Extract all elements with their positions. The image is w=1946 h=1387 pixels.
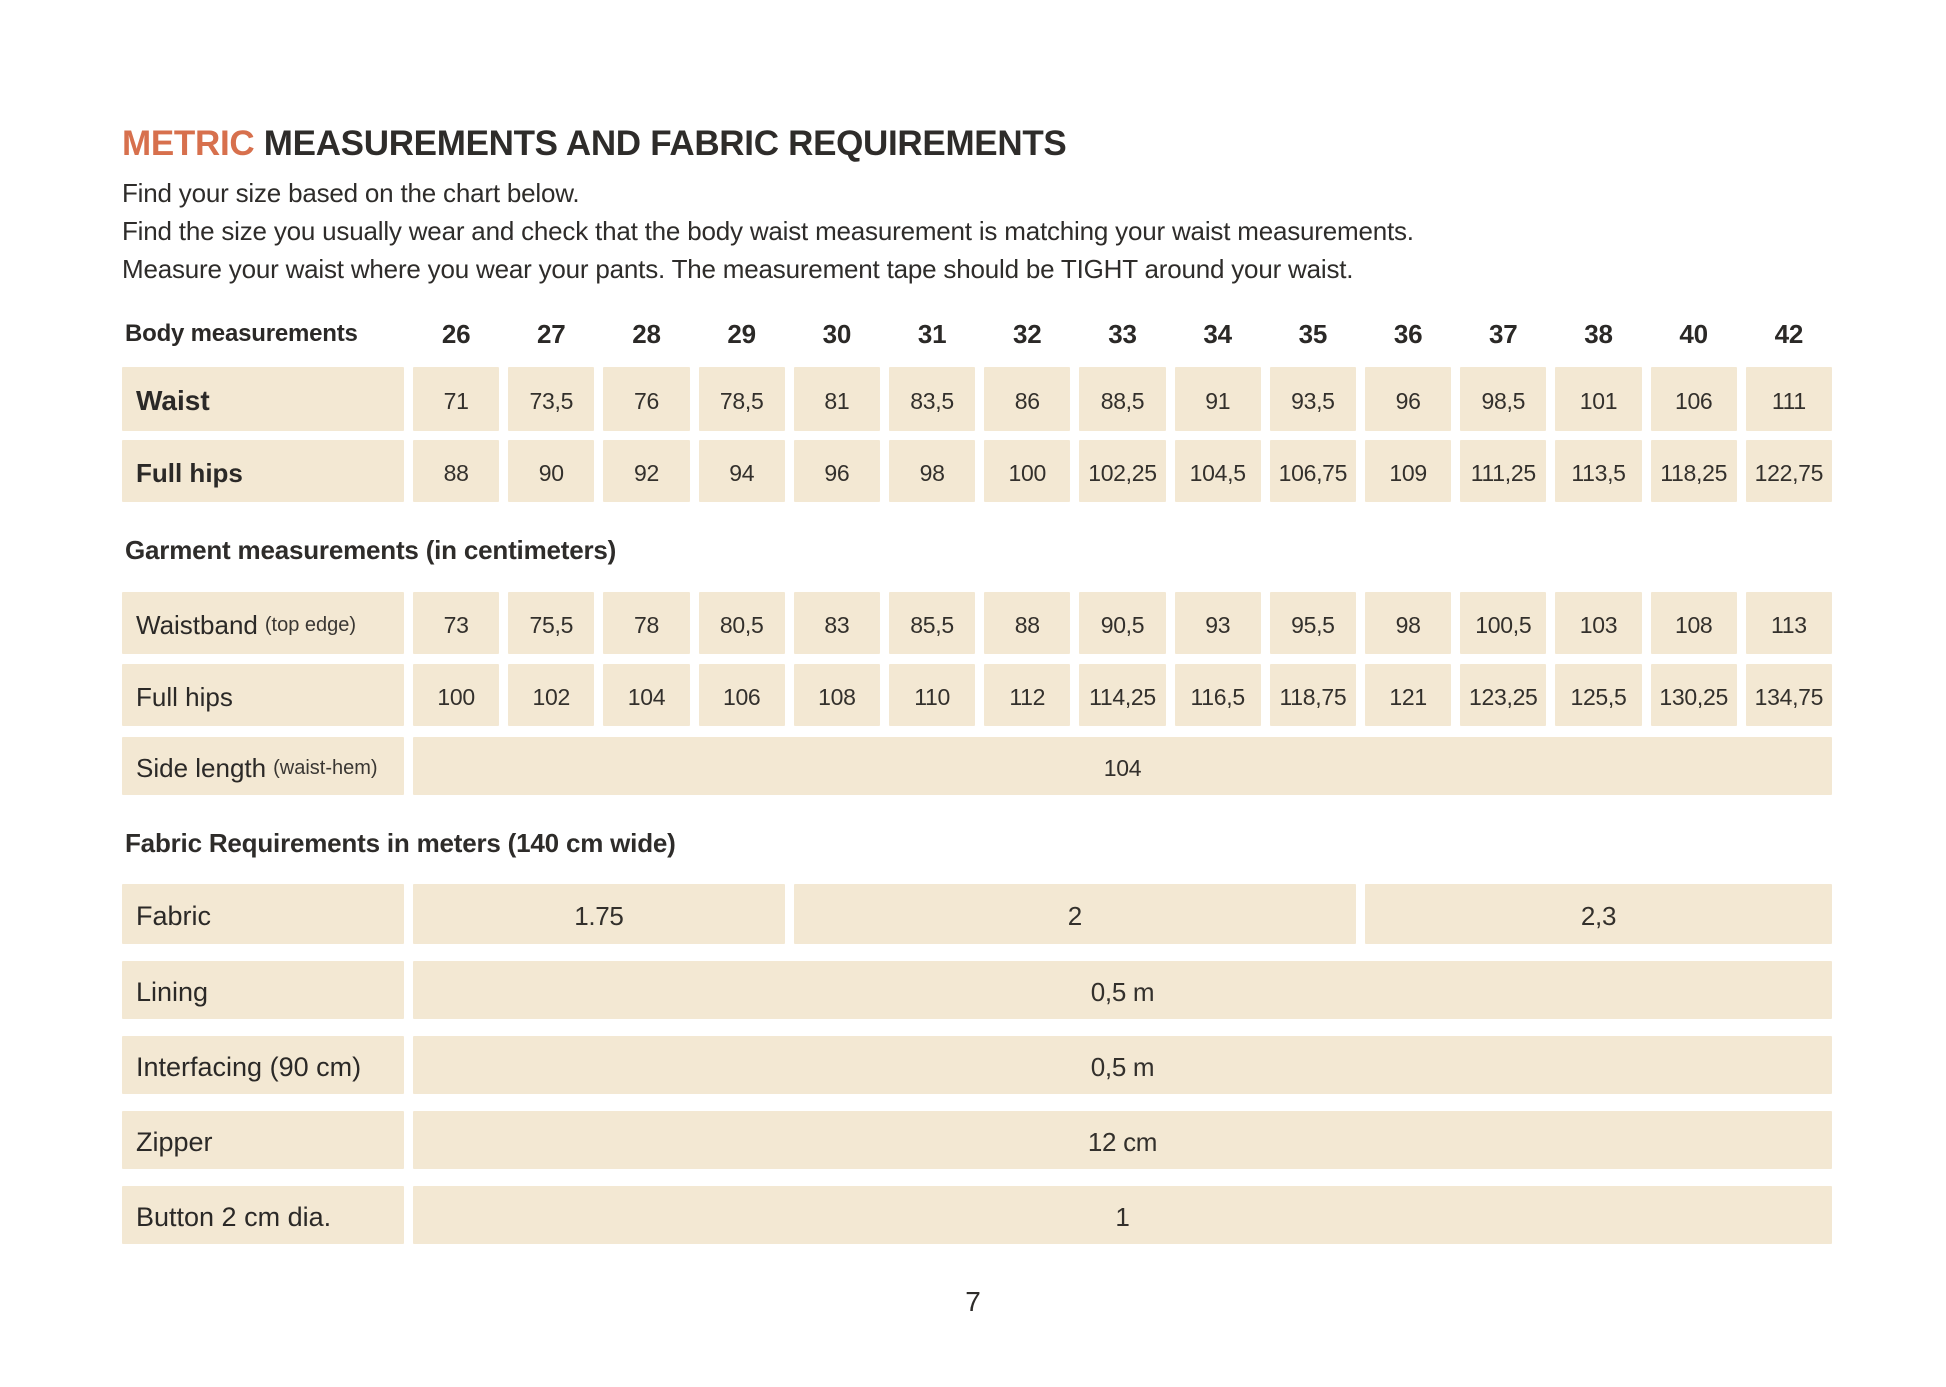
page-title — [122, 124, 1832, 164]
waistband-value: 75,5 — [508, 592, 594, 654]
size-column-header: 29 — [727, 318, 756, 349]
side-length-label-text: Side length — [136, 752, 267, 783]
full-hips-value: 92 — [603, 440, 689, 502]
waist-value: 73,5 — [508, 367, 594, 431]
full-hips-value: 109 — [1365, 440, 1451, 502]
page-number: 7 — [965, 1286, 981, 1317]
waistband-label-note: (top edge) — [264, 613, 357, 636]
size-column-header: 26 — [441, 318, 471, 349]
full-hips-value: 90 — [508, 440, 594, 502]
full-hips-value: 94 — [699, 440, 785, 502]
garment-hips-value: 114,25 — [1079, 664, 1165, 726]
garment-hips-value: 100 — [413, 664, 499, 726]
garment-hips-value: 106 — [699, 664, 785, 726]
body-full-hips-row — [122, 440, 1832, 502]
waistband-value: 100,5 — [1460, 592, 1546, 654]
waistband-value: 108 — [1651, 592, 1737, 654]
waistband-value: 83 — [794, 592, 880, 654]
waist-value: 81 — [794, 367, 880, 431]
body-waist-row — [122, 367, 1832, 431]
waistband-value: 90,5 — [1079, 592, 1165, 654]
intro-text — [122, 174, 1832, 288]
fabric-row — [122, 884, 1832, 944]
waistband-label-text: Waistband — [136, 609, 258, 640]
waist-value: 86 — [984, 367, 1070, 431]
waist-value: 71 — [413, 367, 499, 431]
full-hips-value: 96 — [794, 440, 880, 502]
size-header-row — [122, 315, 1832, 353]
waistband-row — [122, 592, 1832, 654]
waist-value: 83,5 — [889, 367, 975, 431]
waist-value: 78,5 — [699, 367, 785, 431]
intro-line-2: Find the size you usually wear and check that the body waist measurement is matching your waist measurements. — [122, 216, 1414, 246]
full-hips-value: 122,75 — [1746, 440, 1832, 502]
waistband-value: 95,5 — [1270, 592, 1356, 654]
waistband-value: 98 — [1365, 592, 1451, 654]
fabric-row-label: Fabric — [122, 884, 404, 944]
waist-value: 93,5 — [1270, 367, 1356, 431]
garment-full-hips-label: Full hips — [122, 664, 404, 726]
garment-hips-value: 110 — [889, 664, 975, 726]
waist-value: 96 — [1365, 367, 1451, 431]
page-content — [122, 0, 1832, 1244]
zipper-row — [122, 1111, 1832, 1169]
garment-hips-value: 104 — [603, 664, 689, 726]
waist-value: 98,5 — [1460, 367, 1546, 431]
page-title-accent: METRIC — [122, 124, 255, 163]
fabric-amount-sizes-26-29: 1.75 — [413, 884, 785, 944]
garment-hips-value: 121 — [1365, 664, 1451, 726]
button-value: 1 — [413, 1186, 1832, 1244]
interfacing-value: 0,5 m — [413, 1036, 1832, 1094]
size-column-header: 37 — [1489, 318, 1518, 349]
waist-value: 101 — [1555, 367, 1641, 431]
garment-hips-value: 116,5 — [1175, 664, 1261, 726]
waist-value: 111 — [1746, 367, 1832, 431]
size-column-header: 32 — [1013, 318, 1042, 349]
intro-line-1: Find your size based on the chart below. — [122, 178, 580, 208]
garment-hips-value: 118,75 — [1270, 664, 1356, 726]
waist-value: 76 — [603, 367, 689, 431]
garment-hips-value: 130,25 — [1651, 664, 1737, 726]
size-column-header: 28 — [632, 318, 661, 349]
waistband-value: 103 — [1555, 592, 1641, 654]
garment-measurements-heading: Garment measurements (in centimeters) — [125, 535, 617, 565]
fabric-amount-sizes-36-42: 2,3 — [1365, 884, 1832, 944]
button-label: Button 2 cm dia. — [122, 1186, 404, 1244]
waistband-value: 85,5 — [889, 592, 975, 654]
lining-value: 0,5 m — [413, 961, 1832, 1019]
button-row — [122, 1186, 1832, 1244]
full-hips-value: 118,25 — [1651, 440, 1737, 502]
fabric-amount-sizes-30-35: 2 — [794, 884, 1356, 944]
waistband-value: 80,5 — [699, 592, 785, 654]
waist-value: 91 — [1175, 367, 1261, 431]
garment-full-hips-row — [122, 664, 1832, 726]
side-length-value: 104 — [413, 737, 1832, 795]
full-hips-value: 113,5 — [1555, 440, 1641, 502]
waistband-row-label — [122, 592, 404, 654]
full-hips-value: 88 — [413, 440, 499, 502]
page-title-rest: MEASUREMENTS AND FABRIC REQUIREMENTS — [263, 124, 1067, 163]
zipper-label: Zipper — [122, 1111, 404, 1169]
interfacing-label: Interfacing (90 cm) — [122, 1036, 404, 1094]
full-hips-value: 102,25 — [1079, 440, 1165, 502]
full-hips-value: 111,25 — [1460, 440, 1546, 502]
waist-value: 106 — [1651, 367, 1737, 431]
size-column-header: 31 — [917, 318, 947, 349]
size-column-header: 35 — [1298, 318, 1328, 349]
lining-row — [122, 961, 1832, 1019]
garment-hips-value: 123,25 — [1460, 664, 1546, 726]
full-hips-value: 104,5 — [1175, 440, 1261, 502]
size-column-header: 40 — [1679, 318, 1708, 349]
intro-line-3: Measure your waist where you wear your pants. The measurement tape should be TIGHT around your waist. — [122, 254, 1354, 284]
size-column-header: 27 — [537, 318, 566, 349]
zipper-value: 12 cm — [413, 1111, 1832, 1169]
size-column-header: 36 — [1393, 318, 1423, 349]
full-hips-row-label: Full hips — [122, 440, 404, 502]
waistband-value: 73 — [413, 592, 499, 654]
lining-label: Lining — [122, 961, 404, 1019]
side-length-label-note: (waist-hem) — [273, 756, 378, 779]
waistband-value: 78 — [603, 592, 689, 654]
waistband-value: 113 — [1746, 592, 1832, 654]
waistband-value: 93 — [1175, 592, 1261, 654]
interfacing-row — [122, 1036, 1832, 1094]
size-column-header: 34 — [1203, 318, 1232, 349]
body-measurements-header: Body measurements — [125, 320, 358, 347]
full-hips-value: 100 — [984, 440, 1070, 502]
full-hips-value: 106,75 — [1270, 440, 1356, 502]
waist-value: 88,5 — [1079, 367, 1165, 431]
garment-hips-value: 102 — [508, 664, 594, 726]
waist-row-label: Waist — [122, 367, 404, 431]
garment-hips-value: 112 — [984, 664, 1070, 726]
garment-hips-value: 108 — [794, 664, 880, 726]
full-hips-value: 98 — [889, 440, 975, 502]
garment-hips-value: 134,75 — [1746, 664, 1832, 726]
garment-hips-value: 125,5 — [1555, 664, 1641, 726]
side-length-label — [122, 737, 404, 795]
fabric-requirements-heading: Fabric Requirements in meters (140 cm wide) — [125, 828, 676, 858]
waistband-value: 88 — [984, 592, 1070, 654]
size-column-header: 42 — [1774, 318, 1804, 349]
size-column-header: 33 — [1108, 318, 1137, 349]
size-column-header: 30 — [822, 318, 852, 349]
size-column-header: 38 — [1584, 318, 1613, 349]
side-length-row — [122, 737, 1832, 795]
